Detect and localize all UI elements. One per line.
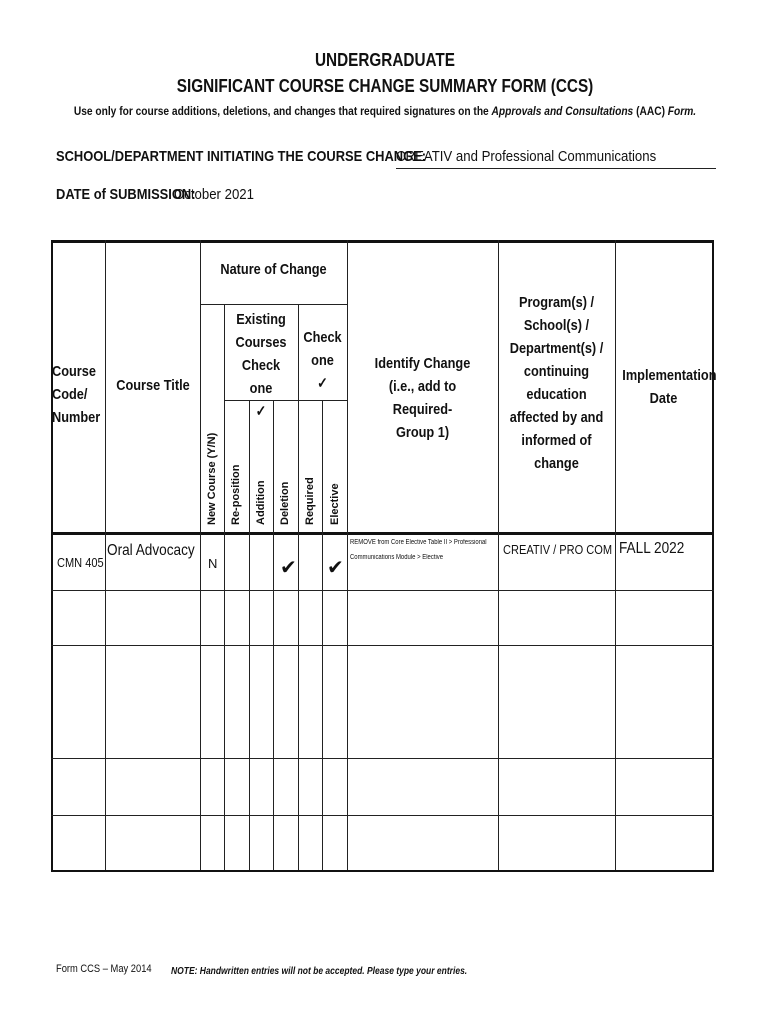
header-identify-change xyxy=(347,352,498,444)
col-divider xyxy=(200,240,201,872)
header-identify-line: Group 1) xyxy=(395,424,450,441)
row-divider xyxy=(51,758,714,759)
header-programs-line: Department(s) / xyxy=(509,340,604,357)
header-course-code xyxy=(52,360,105,429)
row-course-title[interactable]: Oral Advocacy xyxy=(107,542,195,559)
header-programs-line: Program(s) / xyxy=(518,294,595,311)
check-icon: ✓ xyxy=(255,403,267,420)
school-field xyxy=(56,148,716,172)
header-course-code-line: Course xyxy=(52,363,96,380)
table-bottom-border xyxy=(51,870,714,872)
row-programs[interactable]: CREATIV / PRO COM xyxy=(503,542,613,557)
row-new-course[interactable]: N xyxy=(208,556,218,571)
header-addition: Addition xyxy=(255,480,267,525)
header-required: Required xyxy=(304,477,316,525)
school-underline xyxy=(396,168,716,169)
table-top-border xyxy=(51,240,714,243)
header-implementation xyxy=(615,364,717,410)
header-bottom-border xyxy=(51,532,714,535)
form-title-line2: SIGNIFICANT COURSE CHANGE SUMMARY FORM (CCS) xyxy=(176,76,594,96)
header-programs-line: continuing xyxy=(523,363,590,380)
row-implementation[interactable]: FALL 2022 xyxy=(619,540,685,557)
instructions-form-name: Approvals and Consultations xyxy=(491,104,634,118)
row-divider xyxy=(51,645,714,646)
header-programs-line: School(s) / xyxy=(523,317,590,334)
row-course-code[interactable]: CMN 405 xyxy=(57,555,104,570)
header-programs-line: education xyxy=(526,386,587,403)
header-existing-courses xyxy=(224,308,298,423)
deletion-check-icon[interactable]: ✔ xyxy=(280,555,297,579)
col-divider xyxy=(347,240,348,872)
col-divider xyxy=(273,400,274,872)
header-elective: Elective xyxy=(329,483,341,525)
header-check-line: one xyxy=(311,352,334,369)
footer-note: NOTE: Handwritten entries will not be accepted. Please type your entries. xyxy=(171,966,468,977)
row-identify-change-line2[interactable]: Communications Module > Elective xyxy=(350,554,444,561)
col-divider xyxy=(615,240,616,872)
header-existing-line: Courses xyxy=(235,334,287,351)
header-identify-line: (i.e., add to Required- xyxy=(388,378,457,418)
school-value[interactable]: CREATIV and Professional Communications xyxy=(396,148,657,165)
check-icon: ✓ xyxy=(317,375,328,392)
header-programs xyxy=(498,291,615,475)
elective-check-icon[interactable]: ✔ xyxy=(327,555,344,579)
form-instructions xyxy=(58,104,713,118)
header-check-line: Check xyxy=(303,329,342,346)
header-nature-of-change xyxy=(200,258,347,281)
header-programs-line: affected by and xyxy=(509,409,604,426)
header-programs-line: informed of xyxy=(521,432,592,449)
header-programs-line: change xyxy=(534,455,579,472)
col-divider xyxy=(249,400,250,872)
row-identify-change-line1[interactable]: REMOVE from Core Elective Table II > Professional xyxy=(350,539,487,546)
date-label: DATE of SUBMISSION: xyxy=(56,186,196,203)
header-nature-text: Nature of Change xyxy=(220,261,327,278)
header-identify-line: Identify Change xyxy=(374,355,471,372)
school-label: SCHOOL/DEPARTMENT INITIATING THE COURSE CHANGE: xyxy=(56,148,427,165)
form-title-line1: UNDERGRADUATE xyxy=(315,50,455,70)
header-course-code-line: Number xyxy=(52,409,101,426)
header-implementation-line: Implementation xyxy=(622,367,717,384)
nature-subheader-line xyxy=(200,304,347,305)
header-course-title xyxy=(106,374,200,397)
instructions-suffix: Form. xyxy=(667,104,697,118)
form-id: Form CCS – May 2014 xyxy=(56,963,152,975)
header-implementation-line: Date xyxy=(649,390,678,407)
table-left-border xyxy=(51,240,53,872)
row-divider xyxy=(51,815,714,816)
header-reposition: Re-position xyxy=(230,464,242,525)
instructions-mid: (AAC) xyxy=(633,104,668,118)
col-divider xyxy=(322,400,323,872)
header-course-title-text: Course Title xyxy=(116,377,190,394)
col-divider xyxy=(105,240,106,872)
header-existing-line: Existing xyxy=(236,311,286,328)
header-new-course: New Course (Y/N) xyxy=(206,432,218,525)
header-deletion: Deletion xyxy=(279,481,291,525)
date-value[interactable]: October 2021 xyxy=(174,186,254,203)
header-check-one xyxy=(298,326,347,395)
instructions-prefix: Use only for course additions, deletions, and changes that required signatures on the xyxy=(73,104,492,118)
header-existing-line: Check one xyxy=(241,357,281,397)
row-divider xyxy=(51,590,714,591)
header-course-code-line: Code/ xyxy=(52,386,88,403)
table-right-border xyxy=(712,240,714,872)
